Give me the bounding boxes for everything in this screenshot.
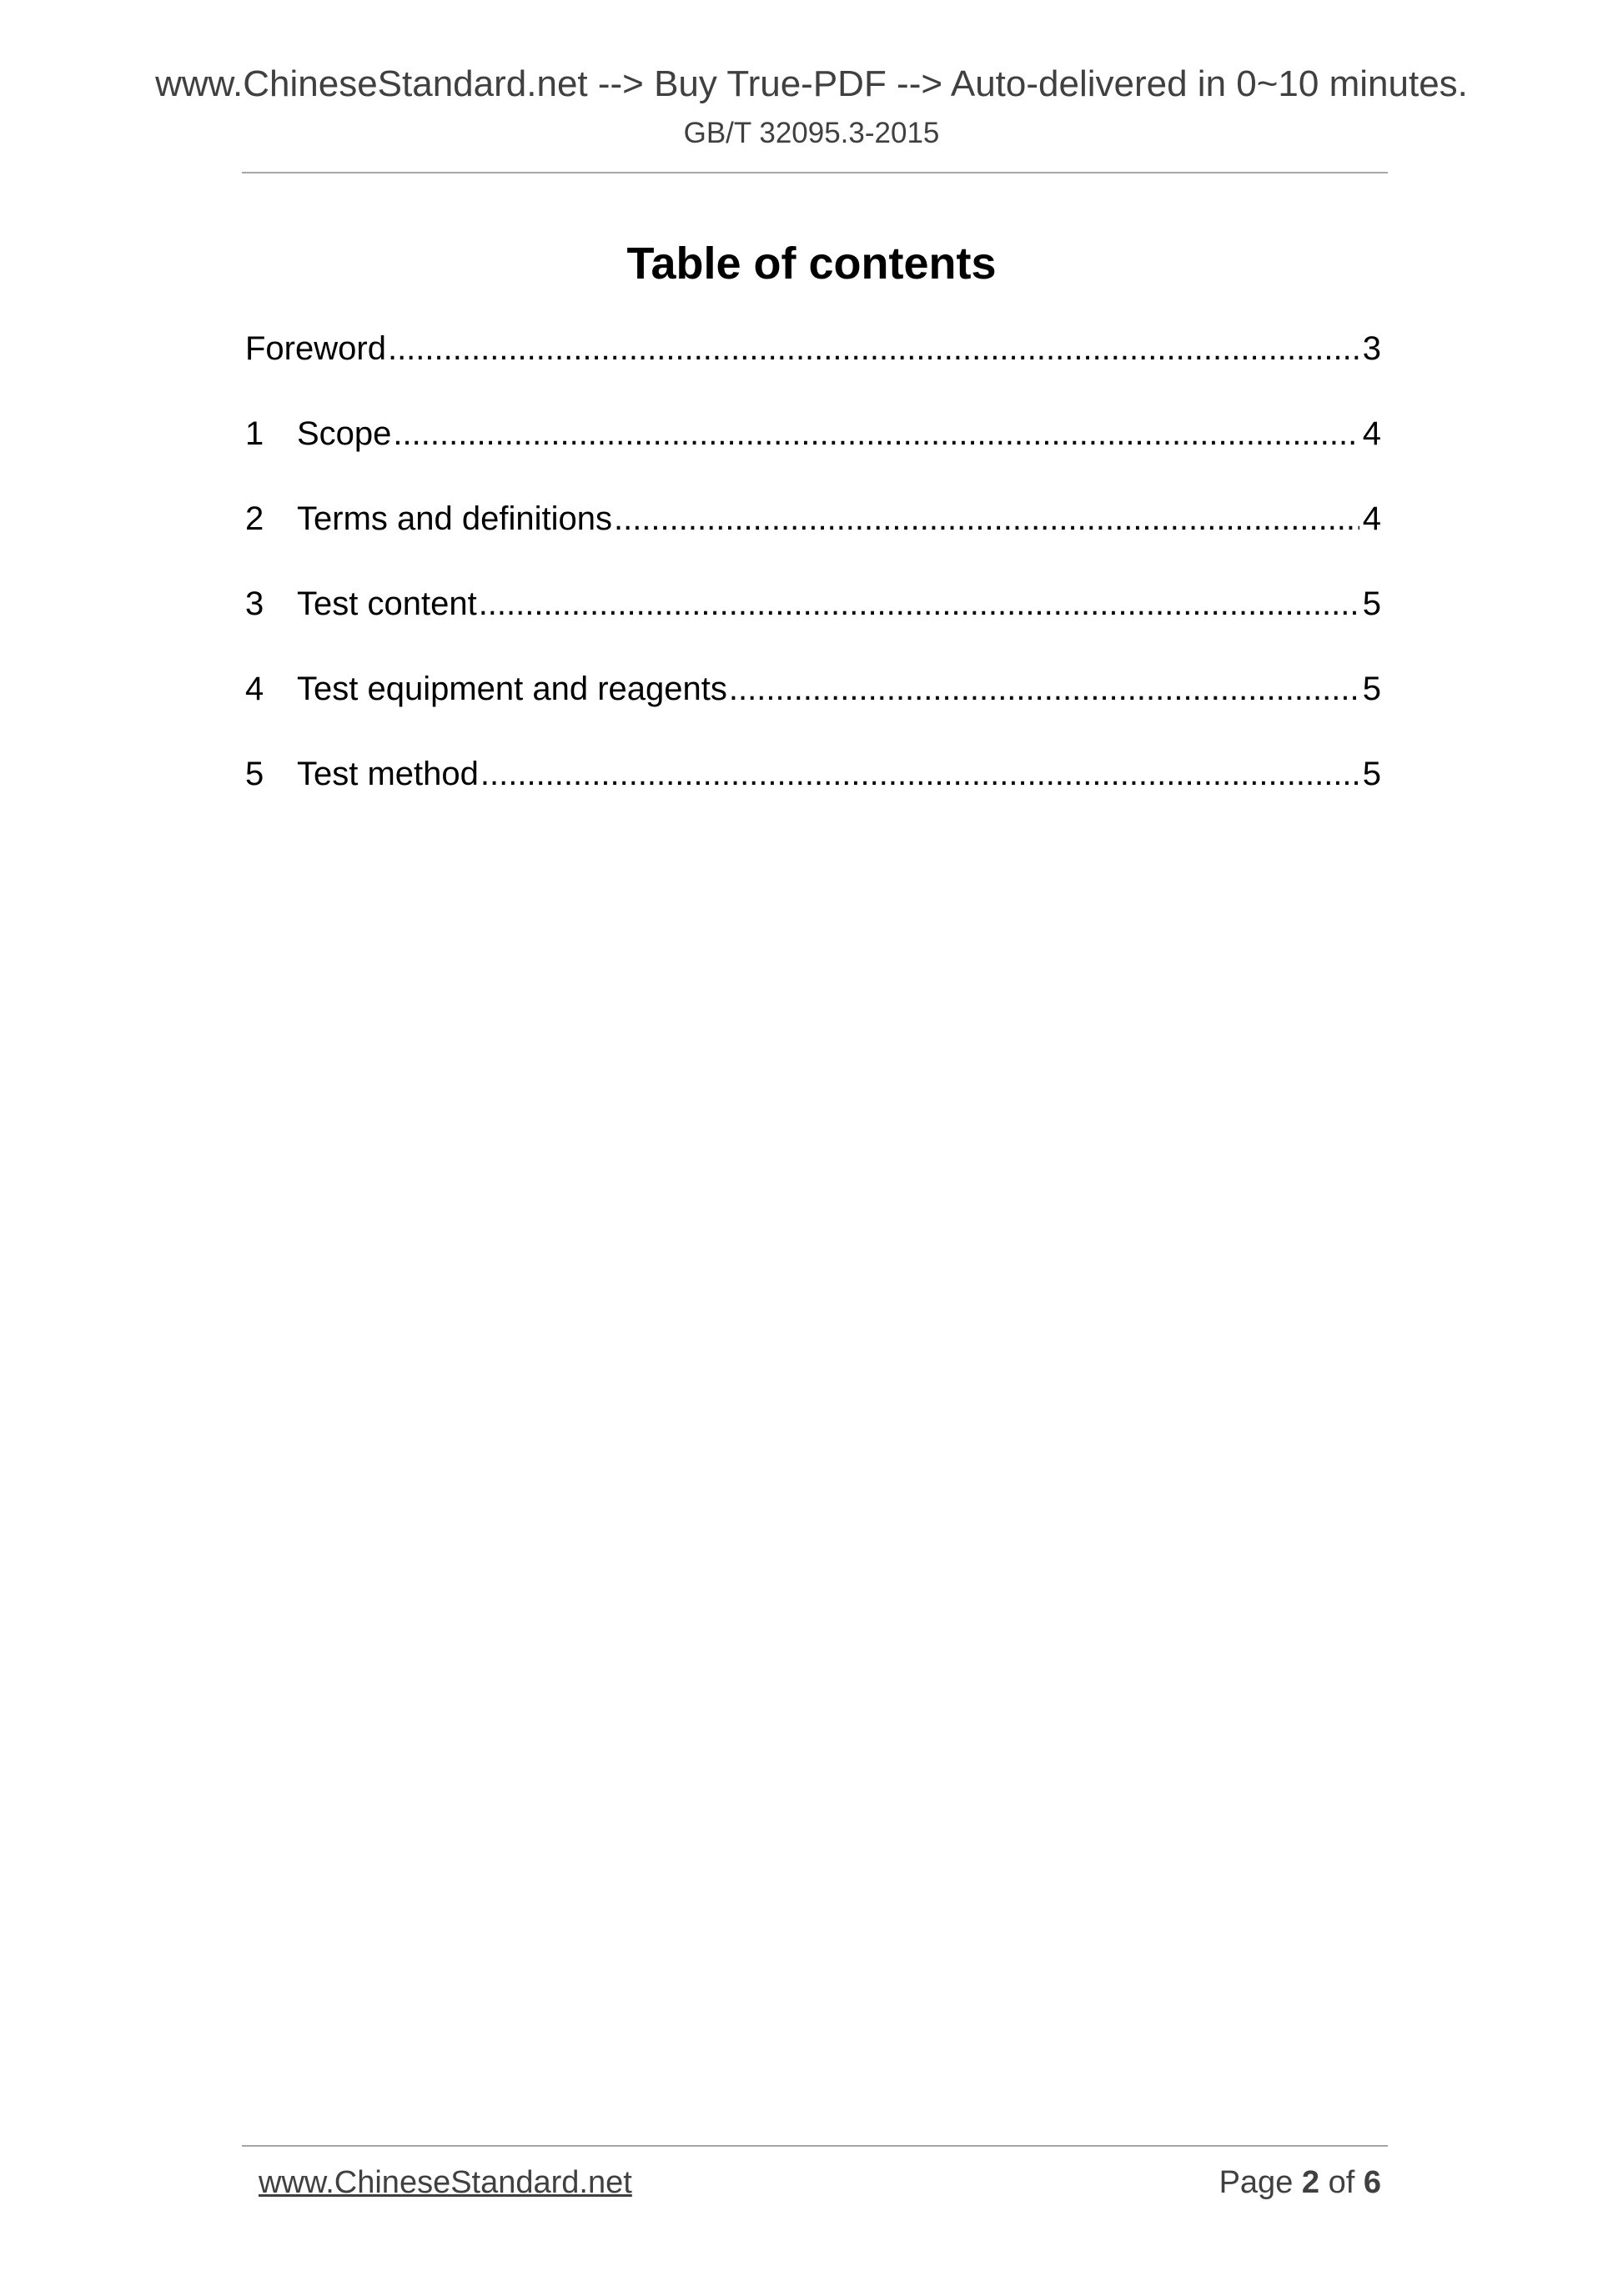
toc-entry-test-equipment-and-reagents[interactable] xyxy=(245,671,1381,756)
toc-dot-leader xyxy=(393,415,1359,453)
toc-entry-terms-and-definitions[interactable] xyxy=(245,500,1381,585)
toc-entry-test-method[interactable] xyxy=(245,756,1381,841)
toc-entry-number: 2 xyxy=(245,500,264,537)
toc-entry-page: 5 xyxy=(1362,756,1381,792)
page-prefix: Page xyxy=(1219,2165,1294,2200)
toc-dot-leader xyxy=(729,671,1359,708)
page-separator: of xyxy=(1328,2165,1355,2200)
toc-entry-number: 1 xyxy=(245,415,264,452)
table-of-contents xyxy=(245,330,1381,841)
page-title: Table of contents xyxy=(626,239,997,289)
toc-entry-page: 5 xyxy=(1362,585,1381,622)
toc-entry-label: Scope xyxy=(297,415,392,452)
toc-dot-leader xyxy=(479,585,1359,623)
toc-entry-label: Foreword xyxy=(245,330,386,367)
toc-entry-label: Test content xyxy=(297,585,477,622)
standard-code: GB/T 32095.3-2015 xyxy=(683,117,940,149)
toc-entry-label: Test method xyxy=(297,756,479,792)
toc-dot-leader xyxy=(480,756,1359,793)
toc-dot-leader xyxy=(614,500,1359,538)
toc-entry-number: 4 xyxy=(245,671,264,707)
page-current: 2 xyxy=(1301,2165,1320,2200)
toc-dot-leader xyxy=(388,330,1359,368)
page-number xyxy=(1219,2165,1381,2201)
toc-entry-label: Terms and definitions xyxy=(297,500,612,537)
toc-entry-foreword[interactable] xyxy=(245,330,1381,415)
toc-entry-scope[interactable] xyxy=(245,415,1381,500)
footer-website-link[interactable]: www.ChineseStandard.net xyxy=(259,2165,632,2200)
toc-entry-page: 4 xyxy=(1362,500,1381,537)
toc-entry-number: 5 xyxy=(245,756,264,792)
toc-entry-page: 5 xyxy=(1362,671,1381,707)
toc-entry-page: 4 xyxy=(1362,415,1381,452)
header-banner: www.ChineseStandard.net --> Buy True-PDF --> Auto-delivered in 0~10 minutes. xyxy=(155,63,1468,104)
header-divider xyxy=(242,172,1388,173)
toc-entry-test-content[interactable] xyxy=(245,585,1381,671)
page-total: 6 xyxy=(1363,2165,1381,2200)
toc-entry-page: 3 xyxy=(1362,330,1381,367)
footer-divider xyxy=(242,2145,1388,2147)
toc-entry-number: 3 xyxy=(245,585,264,622)
toc-entry-label: Test equipment and reagents xyxy=(297,671,727,707)
